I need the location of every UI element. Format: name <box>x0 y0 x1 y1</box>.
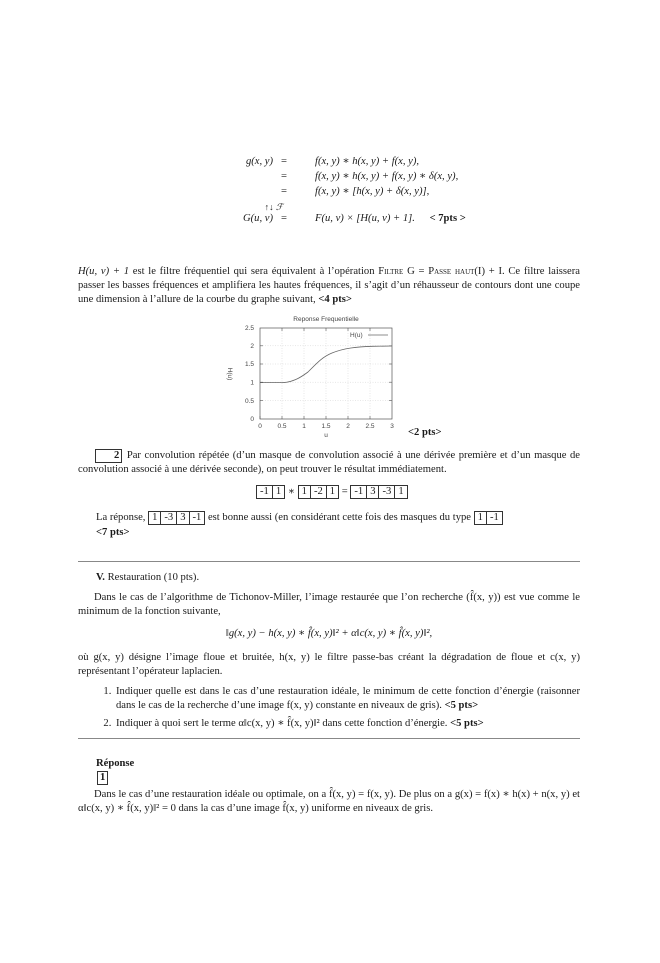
question-number-box: 1 <box>97 771 108 785</box>
question-number-box: 2 <box>95 449 122 463</box>
mask-second-derivative <box>298 485 339 499</box>
x-tick: 1.5 <box>321 423 331 430</box>
mask-cell: -2 <box>311 486 327 498</box>
equation-relation: = <box>281 213 287 224</box>
question-item <box>114 685 580 713</box>
x-tick: 2 <box>346 423 350 430</box>
question-text: Indiquer quelle est dans le cas d’une restauration idéale, le minimum de cette fonction d’énergie (raisonner dans le cas de la recherche d’une image f(x, y) constante en niveaux de gris). <box>116 686 580 711</box>
y-tick: 1.5 <box>244 361 254 368</box>
equation-row <box>205 212 505 227</box>
equation-row <box>205 200 505 212</box>
mask-cell: -1 <box>192 511 202 523</box>
math-inline: H(u, ν) + 1 <box>78 266 130 277</box>
fourier-arrow: ↑↓ ℱ <box>264 202 283 212</box>
filter-paragraph <box>78 265 580 307</box>
y-axis-label: H(u) <box>226 367 233 381</box>
frequency-response-chart <box>222 312 412 440</box>
equation-lhs: G(u, ν) <box>242 213 273 224</box>
answer-title: Réponse <box>96 758 135 769</box>
mask-cell: 1 <box>299 486 311 498</box>
y-tick: 1 <box>250 379 254 387</box>
y-tick: 0 <box>250 416 254 423</box>
section-description: où g(x, y) désigne l’image floue et bruitée, h(x, y) le filtre passe-bas créant la dégradation de floue et c(x, y) représentant l’opérateur laplacien. <box>78 652 580 677</box>
equation-rhs: f(x, y) ∗ h(x, y) + f(x, y), <box>315 156 420 167</box>
x-tick: 0.5 <box>277 423 287 430</box>
convolution-operator: ∗ <box>287 486 295 498</box>
section-intro: Dans le cas de l’algorithme de Tichonov-Miller, l’image restaurée que l’on recherche (f̂(x, y)) est vue comme le minimum de la fonction suivante, <box>78 592 580 617</box>
mask-cell: 1 <box>149 512 161 524</box>
chart-title: Reponse Frequentielle <box>293 316 359 323</box>
divider <box>78 738 580 739</box>
mask-first-derivative <box>256 485 285 499</box>
x-tick: 1 <box>302 423 306 430</box>
text-smallcaps: Passe haut <box>428 266 475 277</box>
answer-text: Dans le cas d’une restauration idéale ou optimale, on a f̂(x, y) = f(x, y). De plus on a g(x) = f(x) ∗ h(x) + n(x, y) et α‖c(x, y) ∗ f̂(x, y)‖² = 0 dans la cas d’une image f̂(x, y) uniforme en niveaux de gris. <box>78 789 580 814</box>
mask-cell: 1 <box>398 486 404 497</box>
x-tick: 0 <box>258 423 262 430</box>
points-badge: <5 pts> <box>444 700 479 711</box>
text: (I) + I. Ce filtre laissera passer les basses fréquences et amplifiera les hautes fréquences, il s’agit d’un réhausseur de contours dont une coupe une dimension à l’allure de la courbe du graphe suivant, <box>78 266 580 305</box>
mask-cell: -1 <box>351 486 367 498</box>
mask-alt-result <box>148 511 205 525</box>
answer-heading <box>96 757 134 771</box>
y-tick: 0.5 <box>244 398 254 405</box>
convolution-equation <box>256 485 408 499</box>
x-tick: 3 <box>390 423 394 430</box>
equation-rhs: f(x, y) ∗ h(x, y) + f(x, y) ∗ δ(x, y), <box>315 171 459 182</box>
y-tick: 2.5 <box>244 325 254 332</box>
question-item <box>114 717 580 731</box>
equation-array <box>205 155 505 227</box>
question-text: Indiquer à quoi sert le terme α‖c(x, y) ∗ f̂(x, y)‖² dans cette fonction d’énergie. <box>116 718 451 729</box>
mask-result <box>350 485 407 499</box>
question-list <box>96 685 580 735</box>
section-title: Restauration (10 pts). <box>104 572 200 583</box>
text-smallcaps: Filtre G <box>378 266 415 277</box>
mask-cell: -3 <box>161 512 177 524</box>
equation-rhs-text: F(u, ν) × [H(u, ν) + 1]. <box>315 213 415 224</box>
alternative-answer <box>96 510 586 540</box>
mask-cell: -3 <box>379 486 395 498</box>
equation-relation: = <box>281 156 287 167</box>
equation-lhs: g(x, y) <box>245 156 273 167</box>
text: est bonne aussi (en considérant cette fois des masques du type <box>205 512 474 523</box>
legend-label: H(u) <box>350 332 363 339</box>
equals-sign: = <box>341 486 348 498</box>
mask-cell: 3 <box>177 512 189 524</box>
x-tick: 2.5 <box>365 423 375 430</box>
text: est le filtre fréquentiel qui sera équivalent à l’opération <box>129 266 379 277</box>
divider <box>78 561 580 562</box>
section-number: V. <box>96 572 105 583</box>
mask-cell: 1 <box>275 486 282 497</box>
mask-cell: -1 <box>489 511 499 523</box>
text: La réponse, <box>96 512 149 523</box>
equation-row <box>205 185 505 200</box>
mask-cell: 1 <box>475 512 487 524</box>
points-badge: <4 pts> <box>318 294 352 305</box>
text: = <box>414 266 429 277</box>
equation-relation: = <box>281 171 287 182</box>
equation-relation: = <box>281 186 287 197</box>
equation-rhs <box>315 212 466 226</box>
energy-formula: ‖g(x, y) − h(x, y) ∗ f̂(x, y)‖² + α‖c(x, y) ∗ f̂(x, y)‖², <box>225 628 433 639</box>
text: Par convolution répétée (d’un masque de convolution associé à une dérivée première et d’un masque de convolution associé à une dérivée seconde), on peut trouver le résultat immédiatement. <box>78 450 580 475</box>
chart-svg <box>222 312 412 440</box>
equation-row <box>205 155 505 170</box>
x-axis-label: u <box>324 432 328 439</box>
mask-cell: 1 <box>329 486 336 497</box>
points-badge: <2 pts> <box>408 427 442 438</box>
answer-number <box>96 771 109 785</box>
mask-alt-derivative <box>474 511 503 525</box>
section-heading <box>96 571 199 585</box>
equation-row <box>205 170 505 185</box>
y-tick: 2 <box>250 343 254 350</box>
points-badge: <5 pts> <box>450 718 484 729</box>
mask-cell: 3 <box>367 486 379 498</box>
points-badge: < 7pts > <box>429 213 466 224</box>
points-badge: <7 pts> <box>96 527 130 538</box>
mask-cell: -1 <box>257 486 273 498</box>
equation-rhs: f(x, y) ∗ [h(x, y) + δ(x, y)], <box>315 186 430 197</box>
q2-paragraph <box>78 449 580 477</box>
